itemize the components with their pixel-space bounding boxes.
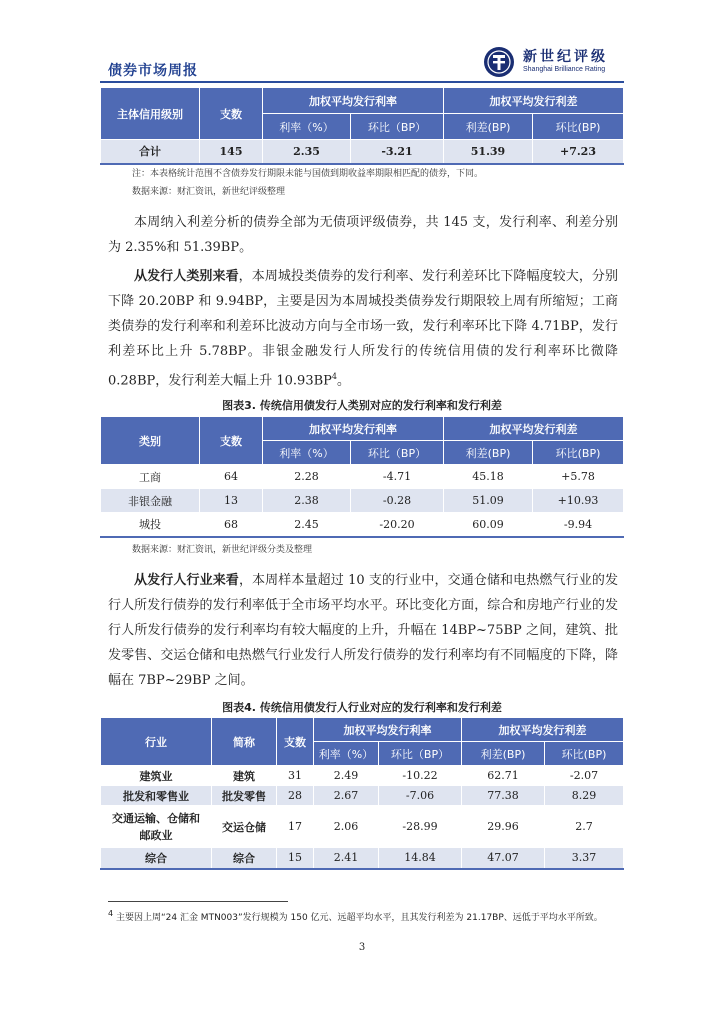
cell-rate: 2.41 — [314, 848, 379, 869]
paragraph-issuer-industry — [108, 568, 618, 693]
cell-short-name: 交运仓储 — [212, 806, 277, 848]
report-title: 债券市场周报 — [108, 63, 198, 79]
cell-spread-change: -2.07 — [545, 766, 624, 786]
footnote-text: 主要因上周“24 汇金 MTN003”发行规模为 150 亿元、远超平均水平，且其发行利差为 21.17BP、远低于平均水平所致。 — [115, 913, 603, 923]
footnote-4 — [108, 907, 618, 925]
issuer-industry-table — [100, 717, 624, 870]
th-rate-group: 加权平均发行利率 — [314, 718, 462, 742]
cell-spread: 29.96 — [462, 806, 545, 848]
cell-spread: 51.09 — [444, 489, 533, 513]
header-divider — [100, 81, 624, 83]
table1-source: 数据来源：财汇资讯，新世纪评级整理 — [132, 187, 286, 197]
table-row — [101, 513, 624, 537]
cell-count: 13 — [200, 489, 263, 513]
th-rate-change: 环比（BP） — [379, 742, 462, 766]
cell-spread-change: 2.7 — [545, 806, 624, 848]
th-spread-change: 环比(BP) — [533, 114, 624, 140]
cell-industry-line1: 交通运输、仓储和 — [112, 811, 200, 825]
cell-spread: 77.38 — [462, 786, 545, 806]
cell-industry-line2: 邮政业 — [139, 828, 173, 842]
credit-level-table — [100, 87, 624, 165]
paragraph-issuer-type — [108, 264, 618, 393]
cell-spread: 47.07 — [462, 848, 545, 869]
cell-short-name: 综合 — [212, 848, 277, 869]
cell-rate-change: -0.28 — [351, 489, 444, 513]
logo-emblem-icon — [483, 46, 515, 78]
paragraph-issuer-type-body: ，本周城投类债券的发行利率、发行利差环比下降幅度较大，分别下降 20.20BP 和 9.94BP，主要是因为本周城投类债券发行期限较上周有所缩短；工商类债券的发行利率和利差环比波动方向与全市场一致，发行利率环比下降 4.71BP，发行利差环比上升 5.78BP。非银金融发行人所发行的传统信用债的发行利率环比微降 0.28BP，发行利差大幅上升 10.93BP — [108, 269, 618, 389]
th-count: 支数 — [200, 417, 263, 465]
th-industry: 行业 — [101, 718, 212, 766]
cell-rate: 2.45 — [263, 513, 351, 537]
th-spread-group: 加权平均发行利差 — [462, 718, 624, 742]
paragraph-issuer-type-lead: 从发行人类别来看 — [134, 269, 239, 284]
footnote-ref-4: 4 — [331, 372, 337, 381]
cell-rate-change: -4.71 — [351, 465, 444, 489]
cell-total-spread: 51.39 — [444, 140, 533, 164]
cell-spread-change: +10.93 — [533, 489, 624, 513]
cell-count: 17 — [277, 806, 314, 848]
cell-short-name: 批发零售 — [212, 786, 277, 806]
paragraph-summary: 本周纳入利差分析的债券全部为无债项评级债券，共 145 支，发行利率、利差分别为 2.35%和 51.39BP。 — [108, 215, 618, 255]
cell-rate-change: -7.06 — [379, 786, 462, 806]
cell-type: 非银金融 — [101, 489, 200, 513]
cell-count: 15 — [277, 848, 314, 869]
page-number: 3 — [358, 942, 366, 953]
th-spread-group: 加权平均发行利差 — [444, 417, 624, 441]
th-spread-group: 加权平均发行利差 — [444, 88, 624, 114]
cell-spread-change: 3.37 — [545, 848, 624, 869]
paragraph-issuer-industry-body: ，本周样本量超过 10 支的行业中，交通仓储和电热燃气行业的发行人所发行债券的发行利率低于全市场平均水平。环比变化方面，综合和房地产行业的发行人所发行债券的发行利率均有较大幅度的上升，升幅在 14BP~75BP 之间，建筑、批发零售、交运仓储和电热燃气行业发行人所发行债券的发行利率均有不同幅度的下降，降幅在 7BP~29BP 之间。 — [108, 573, 618, 688]
th-rate: 利率（%） — [263, 114, 351, 140]
cell-spread-change: 8.29 — [545, 786, 624, 806]
cell-total-spread-change: +7.23 — [533, 140, 624, 164]
th-spread-change: 环比(BP) — [533, 441, 624, 465]
th-short-name: 简称 — [212, 718, 277, 766]
cell-industry: 批发和零售业 — [101, 786, 212, 806]
table-row — [101, 806, 624, 848]
th-spread: 利差(BP) — [444, 114, 533, 140]
th-rate-change: 环比（BP） — [351, 441, 444, 465]
cell-total-label: 合计 — [101, 140, 200, 164]
cell-industry — [101, 806, 212, 848]
cell-total-count: 145 — [200, 140, 263, 164]
cell-industry: 建筑业 — [101, 766, 212, 786]
th-spread-change: 环比(BP) — [545, 742, 624, 766]
cell-type: 城投 — [101, 513, 200, 537]
cell-rate: 2.06 — [314, 806, 379, 848]
table-row — [101, 465, 624, 489]
figure3-caption: 图表3. 传统信用债发行人类别对应的发行利率和发行利差 — [222, 399, 502, 412]
th-count: 支数 — [277, 718, 314, 766]
cell-spread: 62.71 — [462, 766, 545, 786]
cell-count: 64 — [200, 465, 263, 489]
footnote-mark: 4 — [108, 909, 114, 918]
cell-spread: 45.18 — [444, 465, 533, 489]
cell-spread-change: +5.78 — [533, 465, 624, 489]
issuer-type-table — [100, 416, 624, 538]
cell-total-rate: 2.35 — [263, 140, 351, 164]
table-row-total — [101, 140, 624, 164]
cell-rate-change: 14.84 — [379, 848, 462, 869]
cell-type: 工商 — [101, 465, 200, 489]
cell-rate: 2.67 — [314, 786, 379, 806]
th-rate: 利率（%） — [263, 441, 351, 465]
logo-chinese-name: 新世纪评级 — [523, 49, 608, 65]
cell-spread: 60.09 — [444, 513, 533, 537]
cell-rate-change: -20.20 — [351, 513, 444, 537]
th-spread: 利差(BP) — [462, 742, 545, 766]
paragraph-issuer-industry-lead: 从发行人行业来看 — [134, 573, 239, 588]
table-row — [101, 489, 624, 513]
cell-count: 31 — [277, 766, 314, 786]
cell-count: 68 — [200, 513, 263, 537]
table-row — [101, 766, 624, 786]
th-count: 支数 — [200, 88, 263, 140]
cell-rate: 2.38 — [263, 489, 351, 513]
table-row — [101, 848, 624, 869]
figure4-caption: 图表4. 传统信用债发行人行业对应的发行利率和发行利差 — [222, 701, 502, 714]
company-logo — [483, 44, 623, 80]
th-rate: 利率（%） — [314, 742, 379, 766]
cell-rate-change: -28.99 — [379, 806, 462, 848]
footnote-divider — [108, 901, 288, 902]
cell-spread-change: -9.94 — [533, 513, 624, 537]
th-credit-level: 主体信用级别 — [101, 88, 200, 140]
cell-industry: 综合 — [101, 848, 212, 869]
cell-short-name: 建筑 — [212, 766, 277, 786]
cell-rate-change: -10.22 — [379, 766, 462, 786]
table2-source: 数据来源：财汇资讯，新世纪评级分类及整理 — [132, 545, 313, 555]
table-row — [101, 786, 624, 806]
cell-rate: 2.49 — [314, 766, 379, 786]
cell-rate: 2.28 — [263, 465, 351, 489]
th-rate-change: 环比（BP） — [351, 114, 444, 140]
th-type: 类别 — [101, 417, 200, 465]
logo-english-name: Shanghai Brilliance Rating — [523, 66, 606, 73]
table1-note: 注：本表格统计范围不含债券发行期限未能与国债到期收益率期限相匹配的债券，下同。 — [132, 169, 484, 179]
cell-total-rate-change: -3.21 — [351, 140, 444, 164]
th-rate-group: 加权平均发行利率 — [263, 88, 444, 114]
cell-count: 28 — [277, 786, 314, 806]
th-spread: 利差(BP) — [444, 441, 533, 465]
th-rate-group: 加权平均发行利率 — [263, 417, 444, 441]
paragraph-issuer-type-end: 。 — [337, 373, 351, 389]
